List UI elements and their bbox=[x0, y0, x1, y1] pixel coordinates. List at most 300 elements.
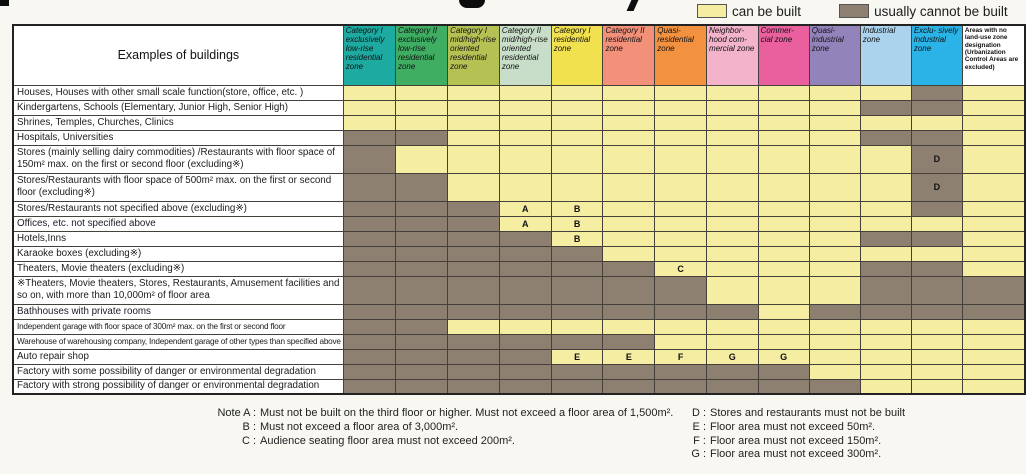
grid-cell bbox=[911, 379, 962, 394]
zone-header: Quasi- industrial zone bbox=[809, 25, 860, 85]
grid-cell bbox=[655, 334, 707, 349]
grid-cell bbox=[707, 319, 759, 334]
grid-cell bbox=[860, 201, 911, 216]
corner-header: Examples of buildings bbox=[13, 25, 343, 85]
grid-cell bbox=[860, 173, 911, 201]
table-row bbox=[13, 100, 1025, 115]
grid-cell bbox=[603, 334, 655, 349]
grid-cell bbox=[860, 261, 911, 276]
grid-cell bbox=[758, 85, 809, 100]
grid-cell: E bbox=[603, 349, 655, 364]
grid-cell bbox=[655, 173, 707, 201]
zone-header: Category II mid/high-rise oriented residential zone bbox=[499, 25, 551, 85]
legend-cannot-group bbox=[839, 4, 1008, 19]
grid-cell bbox=[395, 261, 447, 276]
note-text: Floor area must not exceed 50m². bbox=[710, 420, 876, 433]
grid-cell bbox=[343, 130, 395, 145]
grid-cell bbox=[962, 364, 1025, 379]
notes-right bbox=[688, 407, 1018, 462]
note-item bbox=[688, 448, 1018, 462]
grid-cell: G bbox=[758, 349, 809, 364]
grid-cell: G bbox=[707, 349, 759, 364]
grid-cell bbox=[395, 304, 447, 319]
note-label: E : bbox=[692, 420, 706, 433]
grid-cell bbox=[707, 276, 759, 304]
grid-cell bbox=[448, 201, 500, 216]
row-label: Shrines, Temples, Churches, Clinics bbox=[13, 115, 343, 130]
note-label: C : bbox=[241, 434, 256, 447]
grid-cell bbox=[655, 201, 707, 216]
grid-cell bbox=[809, 173, 860, 201]
grid-cell bbox=[911, 349, 962, 364]
grid-cell bbox=[707, 145, 759, 173]
table-row bbox=[13, 319, 1025, 334]
grid-cell bbox=[499, 349, 551, 364]
grid-cell bbox=[962, 334, 1025, 349]
grid-cell bbox=[499, 115, 551, 130]
grid-cell bbox=[758, 130, 809, 145]
grid-cell bbox=[655, 319, 707, 334]
zone-header: Exclu- sively industrial zone bbox=[911, 25, 962, 85]
table-row bbox=[13, 246, 1025, 261]
grid-cell bbox=[448, 216, 500, 231]
grid-cell bbox=[395, 100, 447, 115]
zone-header: Category I exclusively low-rise residential zone bbox=[343, 25, 395, 85]
grid-cell bbox=[809, 349, 860, 364]
grid-cell bbox=[551, 173, 603, 201]
grid-cell bbox=[809, 319, 860, 334]
grid-cell bbox=[448, 334, 500, 349]
note-text: Audience seating floor area must not exceed 200m². bbox=[260, 434, 515, 447]
grid-cell bbox=[395, 349, 447, 364]
row-label: Offices, etc. not specified above bbox=[13, 216, 343, 231]
grid-cell: B bbox=[551, 216, 603, 231]
grid-cell bbox=[911, 334, 962, 349]
note-item bbox=[688, 435, 1018, 449]
grid-cell bbox=[962, 261, 1025, 276]
grid-cell bbox=[962, 276, 1025, 304]
table-row bbox=[13, 379, 1025, 394]
grid-cell bbox=[911, 364, 962, 379]
grid-cell bbox=[551, 145, 603, 173]
zone-header: Category I residential zone bbox=[551, 25, 603, 85]
grid-cell bbox=[809, 304, 860, 319]
note-item bbox=[204, 407, 682, 421]
grid-cell bbox=[962, 173, 1025, 201]
note-item bbox=[204, 435, 682, 449]
grid-cell bbox=[603, 100, 655, 115]
grid-cell bbox=[343, 173, 395, 201]
grid-cell bbox=[499, 130, 551, 145]
grid-cell bbox=[707, 115, 759, 130]
grid-cell bbox=[860, 130, 911, 145]
grid-cell bbox=[655, 145, 707, 173]
grid-cell bbox=[809, 145, 860, 173]
grid-cell bbox=[911, 304, 962, 319]
row-label: Stores (mainly selling dairy commodities) /Restaurants with floor space of 150m² max. on the first or second floor (excluding※) bbox=[13, 145, 343, 173]
grid-cell bbox=[707, 201, 759, 216]
grid-cell bbox=[809, 100, 860, 115]
grid-cell bbox=[603, 276, 655, 304]
grid-cell bbox=[707, 216, 759, 231]
legend-cannot-label: usually cannot be built bbox=[874, 3, 1008, 19]
grid-cell bbox=[860, 100, 911, 115]
grid-cell bbox=[395, 145, 447, 173]
grid-cell bbox=[499, 319, 551, 334]
grid-cell bbox=[860, 304, 911, 319]
grid-cell bbox=[448, 145, 500, 173]
grid-cell bbox=[395, 231, 447, 246]
grid-cell bbox=[343, 334, 395, 349]
table-row bbox=[13, 334, 1025, 349]
grid-cell bbox=[962, 201, 1025, 216]
grid-cell bbox=[395, 130, 447, 145]
grid-cell bbox=[603, 115, 655, 130]
zone-header: Category II residential zone bbox=[603, 25, 655, 85]
table-row bbox=[13, 304, 1025, 319]
note-label: G : bbox=[691, 448, 706, 461]
grid-cell bbox=[603, 85, 655, 100]
grid-cell bbox=[911, 319, 962, 334]
grid-cell bbox=[707, 304, 759, 319]
grid-cell bbox=[603, 173, 655, 201]
grid-cell bbox=[962, 85, 1025, 100]
grid-cell bbox=[448, 85, 500, 100]
grid-cell bbox=[860, 334, 911, 349]
row-label: Kindergartens, Schools (Elementary, Junior High, Senior High) bbox=[13, 100, 343, 115]
grid-cell bbox=[911, 261, 962, 276]
grid-cell bbox=[551, 276, 603, 304]
grid-cell bbox=[448, 364, 500, 379]
grid-cell bbox=[962, 349, 1025, 364]
grid-cell bbox=[343, 231, 395, 246]
zone-header: Commer- cial zone bbox=[758, 25, 809, 85]
note-text: Must not be built on the third floor or higher. Must not exceed a floor area of 1,500m². bbox=[260, 407, 674, 419]
grid-cell bbox=[655, 379, 707, 394]
grid-cell bbox=[911, 231, 962, 246]
grid-cell bbox=[758, 276, 809, 304]
grid-cell bbox=[655, 246, 707, 261]
grid-cell bbox=[655, 130, 707, 145]
grid-cell bbox=[758, 261, 809, 276]
grid-cell bbox=[395, 115, 447, 130]
grid-cell bbox=[860, 231, 911, 246]
grid-cell bbox=[499, 145, 551, 173]
grid-cell bbox=[603, 379, 655, 394]
table-row bbox=[13, 130, 1025, 145]
grid-cell bbox=[911, 100, 962, 115]
grid-cell bbox=[603, 201, 655, 216]
grid-cell bbox=[448, 130, 500, 145]
grid-cell bbox=[343, 379, 395, 394]
grid-cell bbox=[758, 379, 809, 394]
grid-cell bbox=[551, 319, 603, 334]
grid-cell bbox=[551, 334, 603, 349]
zone-header: Areas with no land-use zone designation (Urbanization Control Areas are excluded) bbox=[962, 25, 1025, 85]
grid-cell bbox=[655, 85, 707, 100]
grid-cell bbox=[655, 115, 707, 130]
zone-header: Category II exclusively low-rise residential zone bbox=[395, 25, 447, 85]
grid-cell bbox=[707, 100, 759, 115]
grid-cell bbox=[499, 304, 551, 319]
grid-cell bbox=[603, 130, 655, 145]
grid-cell bbox=[860, 379, 911, 394]
grid-cell bbox=[395, 201, 447, 216]
title-fragment-g-descender bbox=[459, 0, 485, 8]
row-label: Hospitals, Universities bbox=[13, 130, 343, 145]
grid-cell bbox=[962, 130, 1025, 145]
grid-cell bbox=[809, 85, 860, 100]
grid-cell bbox=[809, 246, 860, 261]
row-label: ※Theaters, Movie theaters, Stores, Restaurants, Amusement facilities and so on, with more than 10,000m² of floor area bbox=[13, 276, 343, 304]
grid-cell bbox=[758, 100, 809, 115]
grid-cell bbox=[758, 319, 809, 334]
title-fragment-y-descender bbox=[627, 0, 639, 11]
grid-cell bbox=[499, 334, 551, 349]
legend bbox=[697, 2, 1008, 20]
grid-cell bbox=[911, 276, 962, 304]
grid-cell bbox=[395, 216, 447, 231]
grid-cell bbox=[758, 216, 809, 231]
grid-cell bbox=[343, 216, 395, 231]
grid-cell bbox=[707, 130, 759, 145]
grid-cell bbox=[707, 231, 759, 246]
grid-cell bbox=[343, 201, 395, 216]
note-text: Stores and restaurants must not be built bbox=[710, 407, 906, 419]
grid-cell bbox=[758, 231, 809, 246]
grid-cell bbox=[343, 261, 395, 276]
grid-cell bbox=[603, 145, 655, 173]
grid-cell bbox=[499, 246, 551, 261]
grid-cell bbox=[911, 85, 962, 100]
grid-cell bbox=[860, 364, 911, 379]
grid-cell bbox=[758, 246, 809, 261]
grid-cell: C bbox=[655, 261, 707, 276]
grid-cell bbox=[758, 115, 809, 130]
grid-cell bbox=[911, 115, 962, 130]
grid-cell bbox=[551, 304, 603, 319]
grid-cell bbox=[343, 85, 395, 100]
zone-header: Neighbor- hood com- mercial zone bbox=[707, 25, 759, 85]
table-row bbox=[13, 261, 1025, 276]
note-label: F : bbox=[693, 434, 706, 447]
grid-cell bbox=[809, 334, 860, 349]
grid-cell bbox=[860, 319, 911, 334]
zone-header: Quasi-residential zone bbox=[655, 25, 707, 85]
row-label: Independent garage with floor space of 300m² max. on the first or second floor bbox=[13, 319, 343, 334]
header-row bbox=[13, 25, 1025, 85]
grid-cell bbox=[551, 246, 603, 261]
note-text: Floor area must not exceed 300m². bbox=[710, 448, 882, 461]
grid-cell bbox=[758, 145, 809, 173]
row-label: Stores/Restaurants with floor space of 500m² max. on the first or second floor (excluding※) bbox=[13, 173, 343, 201]
grid-cell bbox=[860, 85, 911, 100]
table-row bbox=[13, 349, 1025, 364]
grid-cell bbox=[707, 334, 759, 349]
grid-cell bbox=[911, 130, 962, 145]
table-row bbox=[13, 231, 1025, 246]
row-label: Stores/Restaurants not specified above (excluding※) bbox=[13, 201, 343, 216]
table-row bbox=[13, 173, 1025, 201]
table-row bbox=[13, 85, 1025, 100]
grid-cell bbox=[343, 115, 395, 130]
table-row bbox=[13, 276, 1025, 304]
row-label: Hotels,Inns bbox=[13, 231, 343, 246]
grid-cell bbox=[707, 85, 759, 100]
grid-cell bbox=[962, 216, 1025, 231]
grid-cell bbox=[448, 349, 500, 364]
grid-cell bbox=[551, 379, 603, 394]
row-label: Houses, Houses with other small scale function(store, office, etc. ) bbox=[13, 85, 343, 100]
table-row bbox=[13, 145, 1025, 173]
grid-cell bbox=[860, 145, 911, 173]
grid-cell bbox=[603, 319, 655, 334]
note-label: B : bbox=[242, 420, 256, 433]
grid-cell bbox=[707, 173, 759, 201]
grid-cell bbox=[448, 173, 500, 201]
grid-cell bbox=[655, 304, 707, 319]
zone-header: Industrial zone bbox=[860, 25, 911, 85]
title-fragment bbox=[0, 0, 9, 6]
grid-cell: A bbox=[499, 216, 551, 231]
zone-header: Category I mid/high-rise oriented residential zone bbox=[448, 25, 500, 85]
legend-can-swatch bbox=[697, 4, 727, 18]
note-item bbox=[688, 407, 1018, 421]
grid-cell bbox=[860, 216, 911, 231]
grid-cell bbox=[603, 261, 655, 276]
grid-cell bbox=[395, 85, 447, 100]
grid-cell bbox=[962, 304, 1025, 319]
grid-cell bbox=[809, 115, 860, 130]
grid-cell bbox=[499, 231, 551, 246]
grid-cell bbox=[962, 379, 1025, 394]
table-row bbox=[13, 364, 1025, 379]
grid-cell bbox=[448, 379, 500, 394]
grid-cell bbox=[395, 173, 447, 201]
grid-cell bbox=[551, 100, 603, 115]
grid-cell bbox=[448, 231, 500, 246]
grid-cell bbox=[448, 319, 500, 334]
grid-cell bbox=[809, 231, 860, 246]
grid-cell bbox=[603, 364, 655, 379]
grid-cell bbox=[707, 246, 759, 261]
grid-cell bbox=[343, 100, 395, 115]
grid-cell bbox=[860, 115, 911, 130]
grid-cell: B bbox=[551, 231, 603, 246]
grid-cell bbox=[962, 246, 1025, 261]
grid-cell bbox=[551, 364, 603, 379]
grid-cell bbox=[499, 261, 551, 276]
grid-cell: D bbox=[911, 173, 962, 201]
grid-cell bbox=[655, 364, 707, 379]
grid-cell bbox=[911, 246, 962, 261]
grid-cell bbox=[448, 100, 500, 115]
grid-cell bbox=[343, 319, 395, 334]
note-text: Must not exceed a floor area of 3,000m². bbox=[260, 420, 459, 433]
zone-table bbox=[12, 24, 1026, 395]
legend-cannot-swatch bbox=[839, 4, 869, 18]
grid-cell bbox=[343, 145, 395, 173]
note-text: Floor area must not exceed 150m². bbox=[710, 434, 882, 447]
grid-cell bbox=[551, 115, 603, 130]
grid-cell bbox=[448, 246, 500, 261]
grid-cell bbox=[809, 261, 860, 276]
grid-cell bbox=[395, 319, 447, 334]
table-row bbox=[13, 201, 1025, 216]
grid-cell bbox=[499, 379, 551, 394]
row-label: Karaoke boxes (excluding※) bbox=[13, 246, 343, 261]
grid-cell bbox=[499, 276, 551, 304]
grid-cell bbox=[499, 173, 551, 201]
legend-can-group bbox=[697, 4, 801, 19]
table-row bbox=[13, 115, 1025, 130]
grid-cell bbox=[809, 216, 860, 231]
grid-cell bbox=[655, 100, 707, 115]
grid-cell bbox=[758, 304, 809, 319]
grid-cell bbox=[758, 201, 809, 216]
grid-cell bbox=[343, 276, 395, 304]
note-item bbox=[204, 421, 682, 435]
grid-cell bbox=[655, 276, 707, 304]
grid-cell bbox=[395, 246, 447, 261]
grid-cell: F bbox=[655, 349, 707, 364]
row-label: Theaters, Movie theaters (excluding※) bbox=[13, 261, 343, 276]
grid-cell bbox=[395, 364, 447, 379]
grid-cell bbox=[448, 304, 500, 319]
grid-cell bbox=[911, 201, 962, 216]
grid-cell bbox=[962, 100, 1025, 115]
row-label: Auto repair shop bbox=[13, 349, 343, 364]
grid-cell bbox=[603, 216, 655, 231]
grid-cell bbox=[707, 364, 759, 379]
grid-cell bbox=[962, 319, 1025, 334]
table-body bbox=[13, 85, 1025, 394]
grid-cell: A bbox=[499, 201, 551, 216]
grid-cell bbox=[707, 379, 759, 394]
grid-cell bbox=[809, 364, 860, 379]
grid-cell bbox=[448, 115, 500, 130]
grid-cell bbox=[448, 276, 500, 304]
grid-cell bbox=[758, 364, 809, 379]
grid-cell bbox=[343, 246, 395, 261]
grid-cell bbox=[551, 261, 603, 276]
grid-cell: E bbox=[551, 349, 603, 364]
grid-cell bbox=[860, 349, 911, 364]
note-label: Note A : bbox=[217, 407, 256, 419]
row-label: Factory with some possibility of danger or environmental degradation bbox=[13, 364, 343, 379]
table-row bbox=[13, 216, 1025, 231]
grid-cell bbox=[499, 100, 551, 115]
grid-cell bbox=[499, 364, 551, 379]
grid-cell bbox=[395, 379, 447, 394]
grid-cell bbox=[343, 349, 395, 364]
grid-cell bbox=[551, 130, 603, 145]
grid-cell bbox=[860, 276, 911, 304]
grid-cell bbox=[860, 246, 911, 261]
grid-cell bbox=[343, 364, 395, 379]
grid-cell bbox=[603, 304, 655, 319]
grid-cell bbox=[809, 201, 860, 216]
grid-cell bbox=[343, 304, 395, 319]
note-item bbox=[688, 421, 1018, 435]
grid-cell: D bbox=[911, 145, 962, 173]
grid-cell bbox=[603, 246, 655, 261]
grid-cell bbox=[758, 334, 809, 349]
row-label: Warehouse of warehousing company, Independent garage of other types than specified above bbox=[13, 334, 343, 349]
grid-cell bbox=[809, 379, 860, 394]
grid-cell bbox=[395, 276, 447, 304]
grid-cell: B bbox=[551, 201, 603, 216]
